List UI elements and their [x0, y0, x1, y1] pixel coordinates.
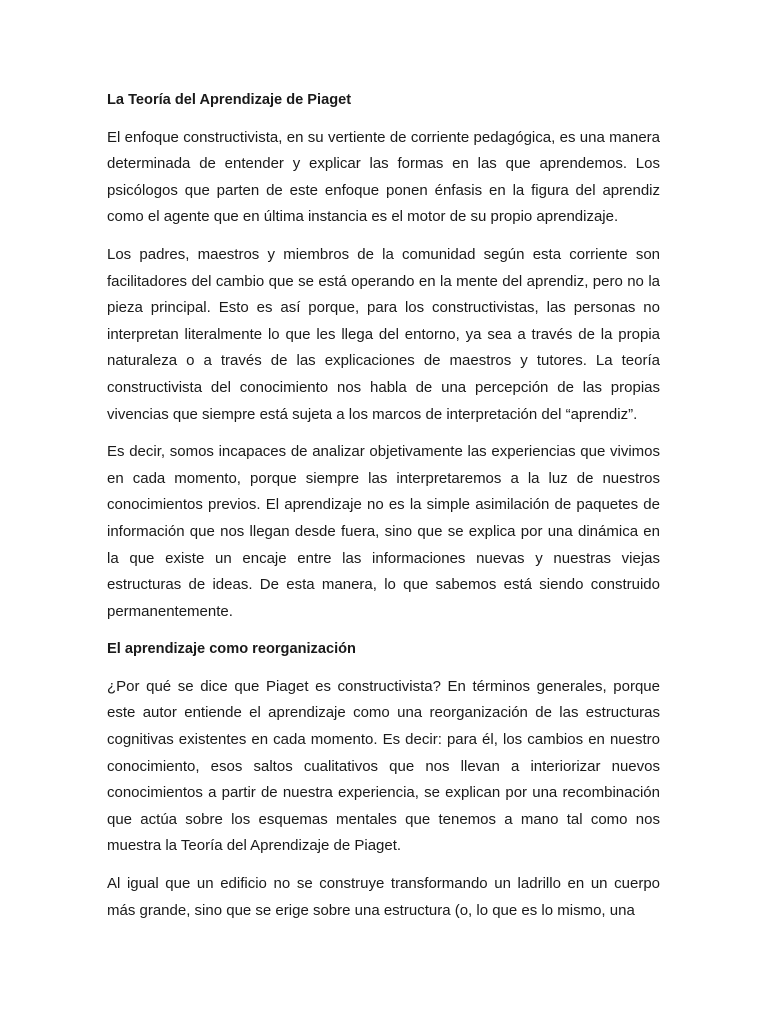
paragraph: Los padres, maestros y miembros de la comunidad según esta corriente son facilitadores del cambio que se está operando en la mente del aprendiz, pero no la pieza principal. Esto es así porque, para los constructivistas, las personas no interpretan literalmente lo que les llega del entorno, ya sea a través de la propia naturaleza o a través de las explicaciones de maestros y tutores. La teoría constructivista del conocimiento nos habla de una percepción de las propias vivencias que siempre está sujeta a los marcos de interpretación del “aprendiz”.: [107, 245, 660, 423]
paragraph: Es decir, somos incapaces de analizar objetivamente las experiencias que vivimos en cada momento, porque siempre las interpretaremos a la luz de nuestros conocimientos previos. El aprendizaje no es la simple asimilación de paquetes de información que nos llegan desde fuera, sino que se explica por una dinámica en la que existe un encaje entre las informaciones nuevas y nuestras viejas estructuras de ideas. De esta manera, lo que sabemos está siendo construido permanentemente.: [107, 443, 660, 620]
document-page: [107, 87, 660, 935]
document-title: La Teoría del Aprendizaje de Piaget: [107, 92, 352, 108]
section-heading: El aprendizaje como reorganización: [107, 641, 356, 658]
paragraph: Al igual que un edificio no se construye transformando un ladrillo en un cuerpo más grande, sino que se erige sobre una estructura (o, lo que es lo mismo, una: [107, 875, 660, 919]
paragraph: El enfoque constructivista, en su vertiente de corriente pedagógica, es una manera determinada de entender y explicar las formas en las que aprendemos. Los psicólogos que parten de este enfoque ponen énfasis en la figura del aprendiz como el agente que en última instancia es el motor de su propio aprendizaje.: [107, 128, 660, 226]
paragraph: ¿Por qué se dice que Piaget es constructivista? En términos generales, porque este autor entiende el aprendizaje como una reorganización de las estructuras cognitivas existentes en cada momento. Es decir: para él, los cambios en nuestro conocimiento, esos saltos cualitativos que nos llevan a interiorizar nuevos conocimientos a partir de nuestra experiencia, se explican por una recombinación que actúa sobre los esquemas mentales que tenemos a mano tal como nos muestra la Teoría del Aprendizaje de Piaget.: [107, 677, 660, 855]
